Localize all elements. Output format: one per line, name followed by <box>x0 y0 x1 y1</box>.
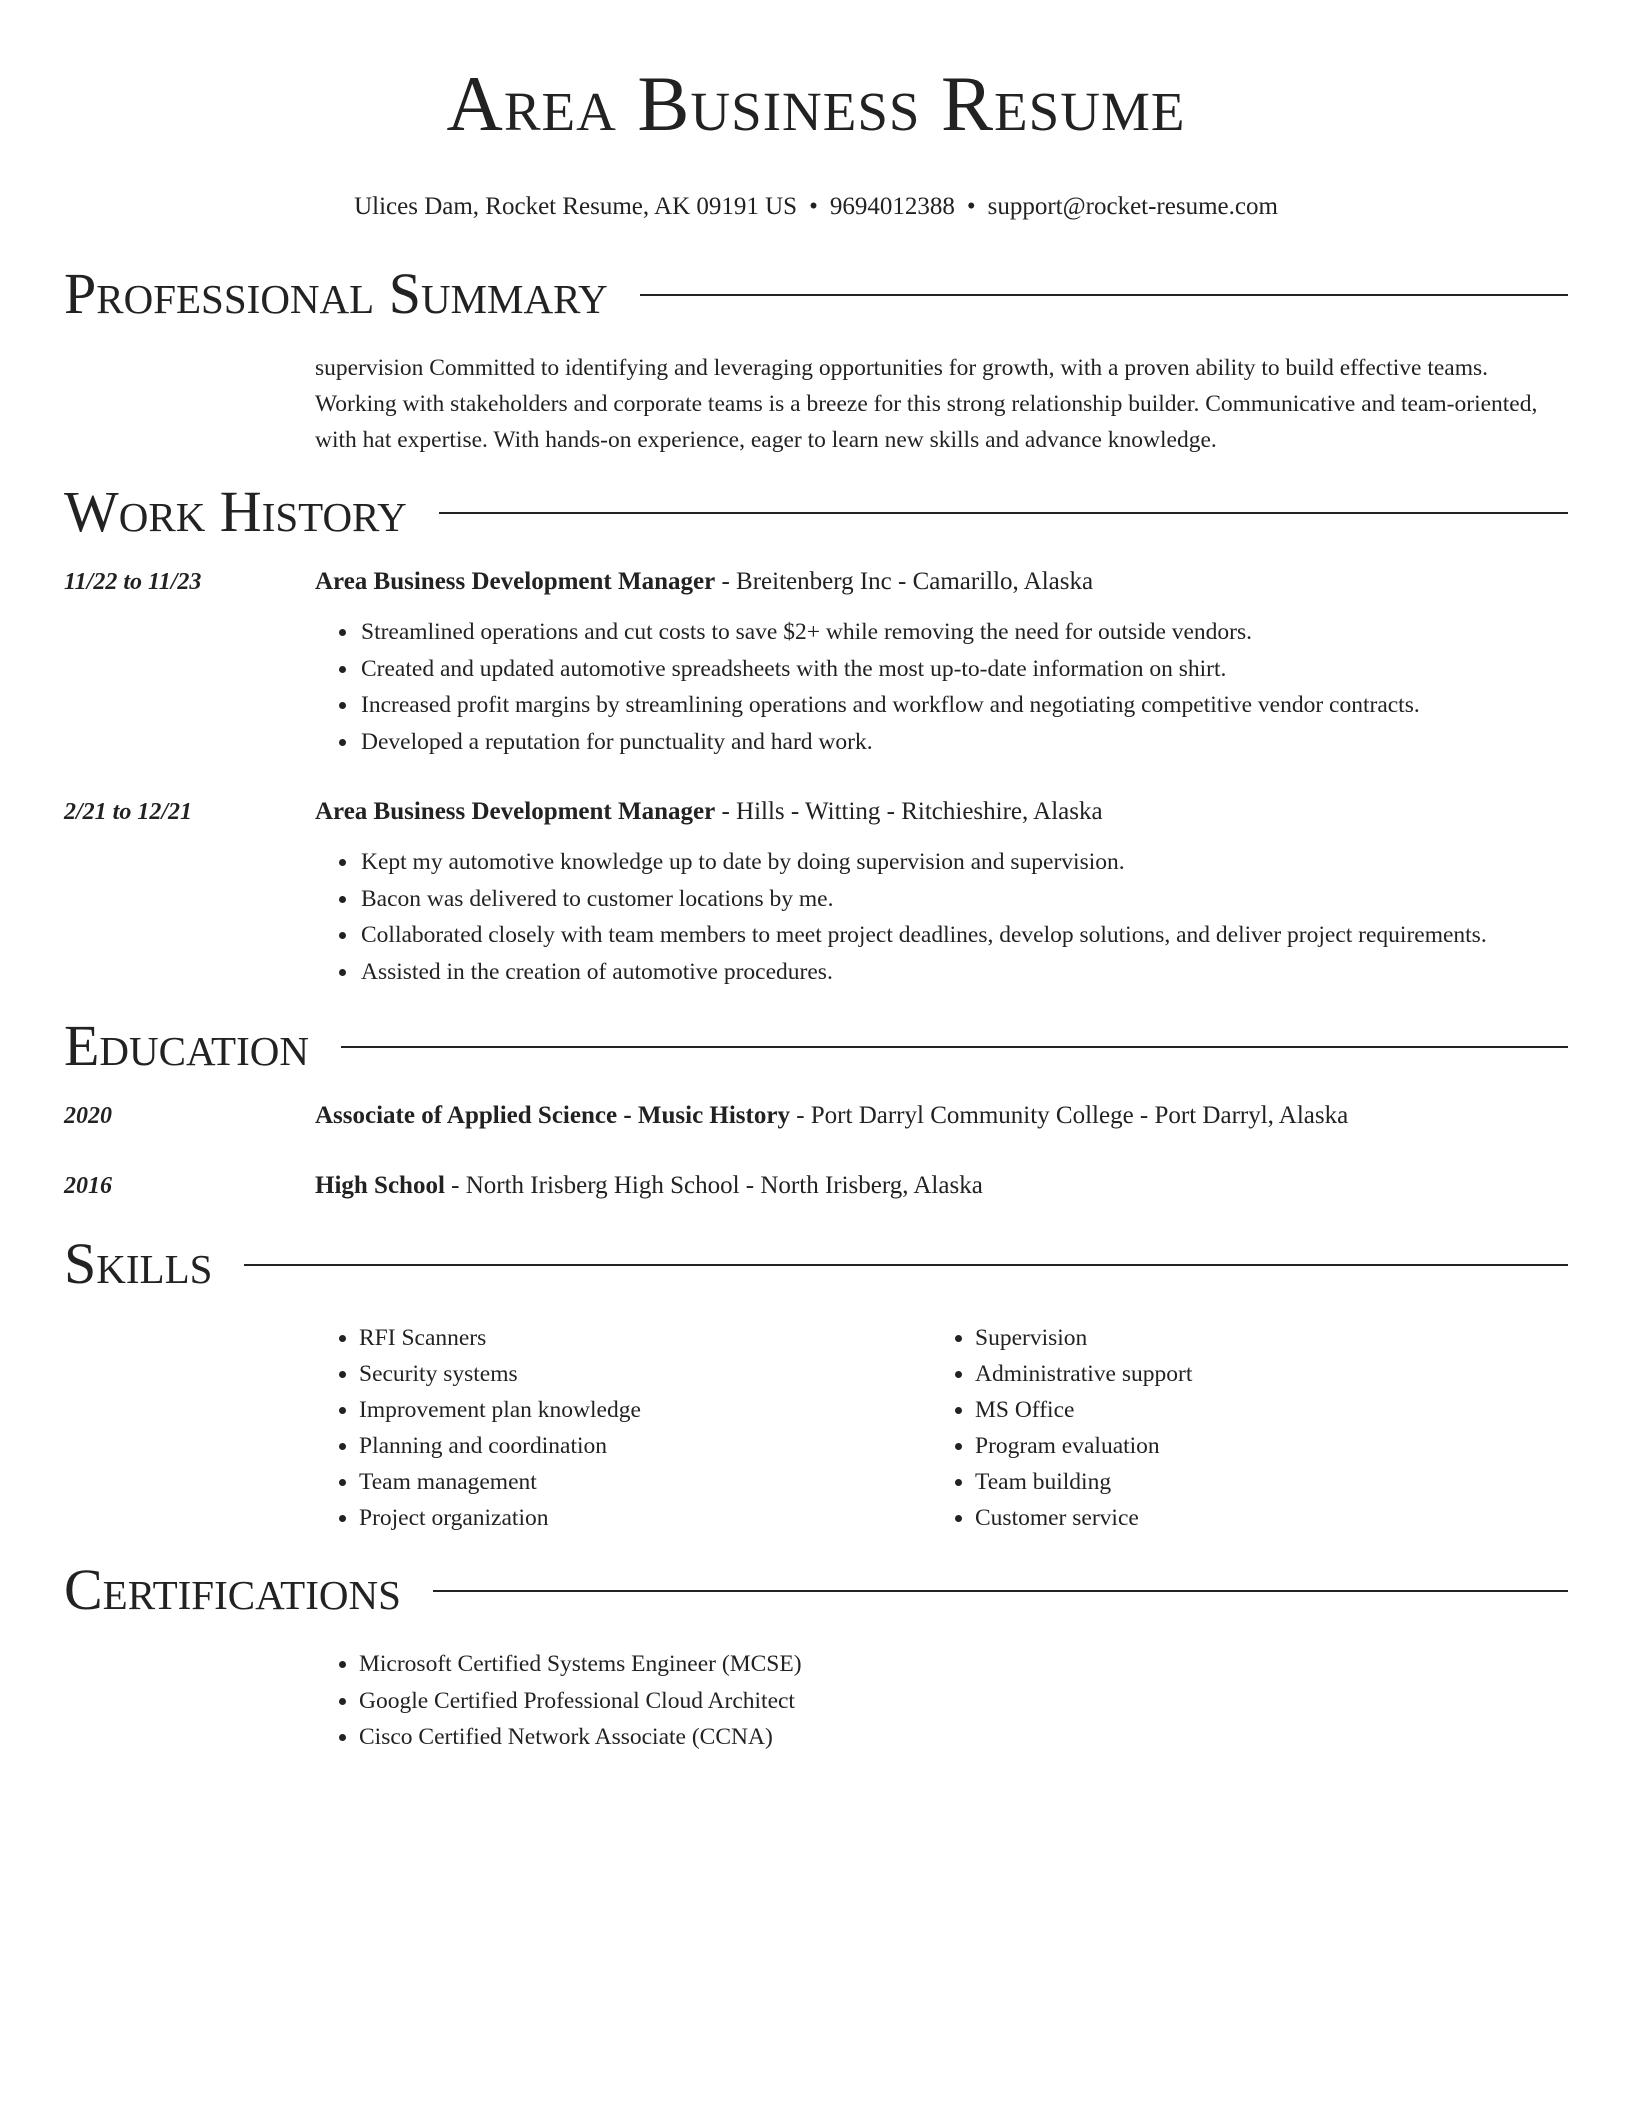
section-divider <box>341 1046 1568 1048</box>
school-details: - North Irisberg High School - North Irisberg, Alaska <box>444 1172 983 1199</box>
section-divider <box>244 1264 1568 1266</box>
skill-item: • MS Office <box>975 1392 1547 1428</box>
resume-header <box>64 0 1568 222</box>
skill-item: • Planning and coordination <box>359 1428 931 1464</box>
section-certifications-header <box>64 1556 1568 1624</box>
skill-item: • Security systems <box>359 1356 931 1392</box>
section-title-summary: Professional Summary <box>64 261 608 326</box>
certifications-list <box>315 1646 1568 1756</box>
skill-item: • Program evaluation <box>975 1428 1547 1464</box>
section-divider <box>433 1590 1568 1592</box>
skill-item: • Improvement plan knowledge <box>359 1392 931 1428</box>
education-title-line <box>315 1168 1568 1204</box>
contact-separator: • <box>809 193 818 220</box>
skill-item: • Supervision <box>975 1320 1547 1356</box>
summary-text: supervision Committed to identifying and leveraging opportunities for growth, with a proven ability to build effective teams. Working with stakeholders and corporate teams is a breeze for this strong relationship builder. Communicative and team-oriented, with hat expertise. With hands-on experience, eager to learn new skills and advance knowledge. <box>315 355 1538 453</box>
section-skills-header <box>64 1230 1568 1298</box>
certification-item: • Google Certified Professional Cloud Architect <box>359 1683 1568 1720</box>
contact-email: support@rocket-resume.com <box>987 193 1278 220</box>
list-item: • Increased profit margins by streamlining operations and workflow and negotiating competitive vendor contracts. <box>359 687 1568 724</box>
list-item: • Developed a reputation for punctuality and hard work. <box>359 724 1568 761</box>
section-divider <box>640 294 1568 296</box>
education-entry <box>64 1168 1568 1204</box>
skill-item: • RFI Scanners <box>359 1320 931 1356</box>
education-list <box>64 1098 1568 1204</box>
education-title-line <box>315 1098 1568 1134</box>
job-title: Area Business Development Manager <box>315 568 716 595</box>
skill-item: • Project organization <box>359 1500 931 1536</box>
degree-title: Associate of Applied Science - Music History <box>315 1102 790 1129</box>
resume-page <box>64 0 1568 1756</box>
job-title: Area Business Development Manager <box>315 798 716 825</box>
work-title-line <box>315 564 1568 600</box>
degree-title: High School <box>315 1172 445 1199</box>
job-details: - Breitenberg Inc - Camarillo, Alaska <box>715 568 1094 595</box>
certifications-bullets <box>315 1646 1568 1756</box>
work-bullets <box>315 844 1568 990</box>
education-entry <box>64 1098 1568 1134</box>
work-bullets <box>315 614 1568 760</box>
certification-item: • Microsoft Certified Systems Engineer (MCSE) <box>359 1646 1568 1683</box>
section-divider <box>439 512 1568 514</box>
education-date: 2016 <box>64 1173 112 1199</box>
contact-address: Ulices Dam, Rocket Resume, AK 09191 US <box>354 193 798 220</box>
contact-phone: 9694012388 <box>829 193 955 220</box>
education-date: 2020 <box>64 1103 112 1129</box>
contact-separator: • <box>966 193 976 220</box>
work-title-line <box>315 794 1568 830</box>
skill-item: • Customer service <box>975 1500 1547 1536</box>
section-title-work: Work History <box>64 479 407 544</box>
list-item: • Kept my automotive knowledge up to date by doing supervision and supervision. <box>359 844 1568 881</box>
skill-item: • Team building <box>975 1464 1547 1500</box>
work-date: 2/21 to 12/21 <box>64 799 193 825</box>
school-details: - Port Darryl Community College - Port Darryl, Alaska <box>789 1102 1349 1129</box>
resume-title: Area Business Resume <box>446 60 1186 147</box>
section-title-skills: Skills <box>64 1231 213 1296</box>
skills-grid <box>315 1320 1568 1536</box>
job-details: - Hills - Witting - Ritchieshire, Alaska <box>715 798 1103 825</box>
list-item: • Bacon was delivered to customer locations by me. <box>359 881 1568 918</box>
section-summary-header <box>64 260 1568 328</box>
education-body <box>315 1168 1568 1204</box>
list-item: • Streamlined operations and cut costs to save $2+ while removing the need for outside vendors. <box>359 614 1568 651</box>
section-title-education: Education <box>64 1013 309 1078</box>
work-date: 11/22 to 11/23 <box>64 569 202 595</box>
list-item: • Created and updated automotive spreadsheets with the most up-to-date information on shirt. <box>359 651 1568 688</box>
work-body <box>315 794 1568 990</box>
education-body <box>315 1098 1568 1134</box>
contact-line <box>64 192 1568 222</box>
list-item: • Collaborated closely with team members to meet project deadlines, develop solutions, and deliver project requirements. <box>359 917 1568 954</box>
section-title-certifications: Certifications <box>64 1557 401 1622</box>
certification-item: • Cisco Certified Network Associate (CCNA) <box>359 1719 1568 1756</box>
work-entry <box>64 794 1568 990</box>
list-item: • Assisted in the creation of automotive procedures. <box>359 954 1568 991</box>
work-entry <box>64 564 1568 760</box>
work-body <box>315 564 1568 760</box>
section-work-header <box>64 478 1568 546</box>
section-education-header <box>64 1012 1568 1080</box>
skills-column-right <box>931 1320 1547 1536</box>
skill-item: • Team management <box>359 1464 931 1500</box>
skill-item: • Administrative support <box>975 1356 1547 1392</box>
skills-column-left <box>315 1320 931 1536</box>
